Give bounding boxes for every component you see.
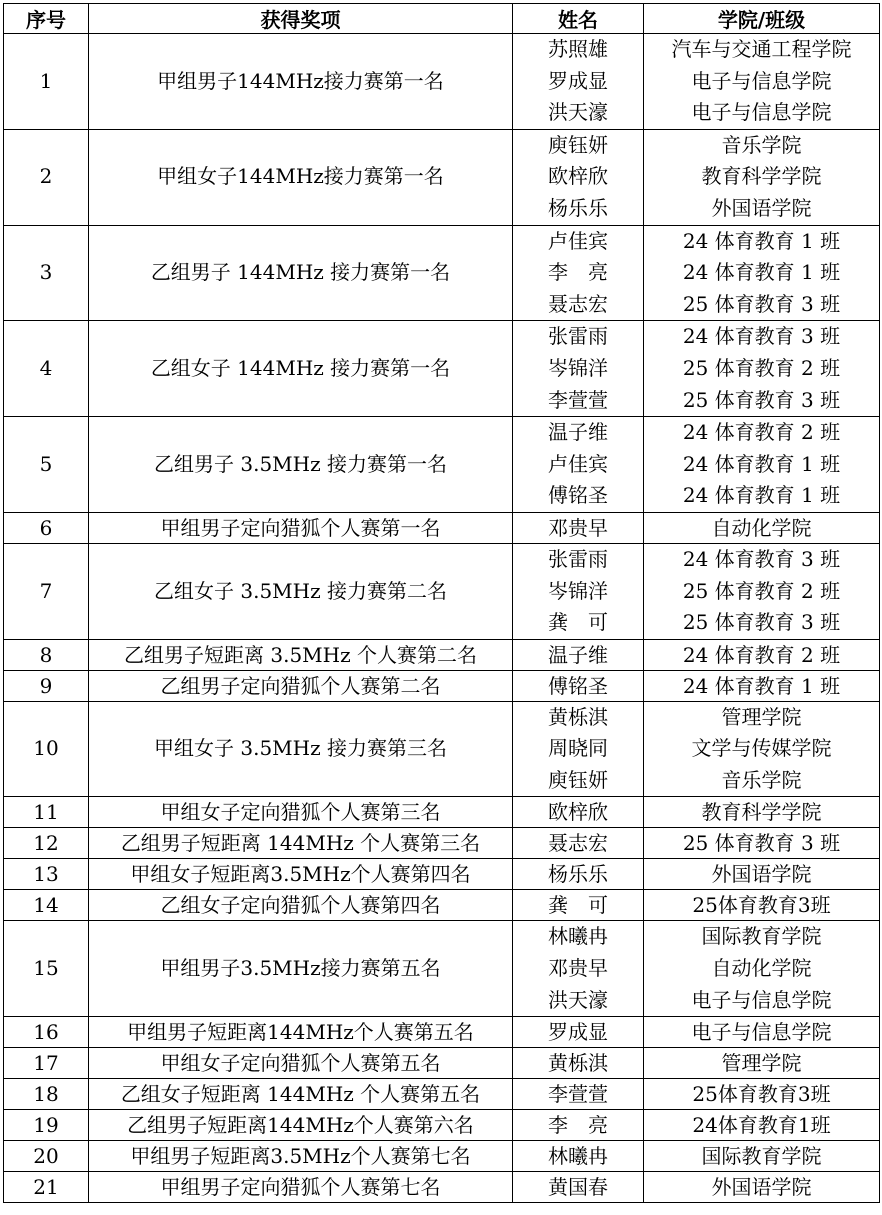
award-cell [89, 670, 513, 701]
names-cell [513, 859, 644, 890]
award-cell [89, 1172, 513, 1203]
colleges-cell [644, 1079, 880, 1110]
row-index [4, 512, 89, 543]
row-index-text: 12 [33, 831, 59, 856]
table-row [4, 34, 880, 130]
award-cell-text: 乙组男子短距离 144MHz 个人赛第三名 [120, 831, 481, 856]
award-cell-text: 乙组男子 144MHz 接力赛第一名 [150, 260, 451, 285]
student-name: 林曦冉 [548, 924, 608, 949]
award-cell-text: 乙组女子 144MHz 接力赛第一名 [150, 355, 451, 380]
table-row [4, 701, 880, 797]
college-class: 24 体育教育 1 班 [682, 673, 841, 698]
names-cell [513, 129, 644, 225]
award-cell-text: 甲组男子短距离3.5MHz个人赛第七名 [130, 1144, 471, 1169]
college-class: 教育科学学院 [701, 800, 822, 825]
student-name: 聂志宏 [548, 291, 608, 316]
header-row [4, 4, 880, 34]
college-class: 电子与信息学院 [691, 68, 832, 93]
table-row [4, 543, 880, 639]
row-index-text: 11 [33, 800, 59, 825]
colleges-cell [644, 890, 880, 921]
award-cell-text: 甲组男子定向猎狐个人赛第一名 [160, 515, 441, 540]
student-name: 李 亮 [548, 1113, 608, 1138]
student-name: 罗成显 [548, 68, 608, 93]
row-index [4, 1048, 89, 1079]
names-cell [513, 417, 644, 513]
college-class: 24 体育教育 3 班 [682, 546, 841, 571]
row-index-text: 2 [39, 164, 53, 189]
college-class: 国际教育学院 [701, 924, 822, 949]
award-cell [89, 512, 513, 543]
row-index-text: 19 [33, 1113, 59, 1138]
row-index [4, 1172, 89, 1203]
college-class: 音乐学院 [721, 767, 802, 792]
award-cell [89, 1048, 513, 1079]
student-name: 欧梓欣 [548, 164, 608, 189]
names-cell [513, 1048, 644, 1079]
colleges-cell [644, 1110, 880, 1141]
college-class: 24 体育教育 2 班 [682, 642, 841, 667]
row-index-text: 21 [33, 1175, 59, 1200]
award-cell [89, 321, 513, 417]
student-name: 罗成显 [548, 1020, 608, 1045]
row-index [4, 1110, 89, 1141]
college-class: 24 体育教育 1 班 [682, 483, 841, 508]
college-class: 25 体育教育 3 班 [682, 831, 841, 856]
row-index-text: 5 [39, 451, 53, 476]
award-cell-text: 甲组女子定向猎狐个人赛第五名 [160, 1051, 441, 1076]
header-award: 获得奖项 [89, 4, 513, 34]
table-body [4, 34, 880, 1203]
award-cell-text: 甲组女子定向猎狐个人赛第三名 [160, 800, 441, 825]
colleges-cell [644, 1172, 880, 1203]
table-row [4, 1172, 880, 1203]
row-index [4, 1079, 89, 1110]
names-cell [513, 797, 644, 828]
college-class: 电子与信息学院 [691, 100, 832, 125]
college-class: 教育科学学院 [701, 164, 822, 189]
student-name: 洪天濠 [548, 100, 608, 125]
row-index-text: 13 [33, 862, 59, 887]
row-index [4, 1017, 89, 1048]
award-cell-text: 乙组男子定向猎狐个人赛第二名 [160, 673, 441, 698]
college-class: 24 体育教育 1 班 [682, 260, 841, 285]
names-cell [513, 321, 644, 417]
names-cell [513, 543, 644, 639]
award-cell [89, 890, 513, 921]
row-index-text: 3 [39, 260, 53, 285]
row-index-text: 17 [33, 1051, 59, 1076]
college-class: 25 体育教育 2 班 [682, 578, 841, 603]
student-name: 黄栎淇 [548, 1051, 608, 1076]
row-index-text: 10 [33, 736, 59, 761]
colleges-cell [644, 1017, 880, 1048]
colleges-cell [644, 828, 880, 859]
college-class: 音乐学院 [721, 132, 802, 157]
row-index-text: 7 [39, 578, 53, 603]
college-class: 25 体育教育 3 班 [682, 610, 841, 635]
row-index [4, 1141, 89, 1172]
college-class: 外国语学院 [711, 862, 812, 887]
award-cell [89, 34, 513, 130]
names-cell [513, 34, 644, 130]
college-class: 自动化学院 [711, 956, 812, 981]
college-class: 24 体育教育 3 班 [682, 324, 841, 349]
row-index-text: 8 [39, 642, 53, 667]
college-class: 管理学院 [721, 1051, 802, 1076]
table-row [4, 1017, 880, 1048]
award-cell [89, 129, 513, 225]
award-cell-text: 甲组男子3.5MHz接力赛第五名 [160, 956, 441, 981]
colleges-cell [644, 859, 880, 890]
student-name: 龚 可 [548, 610, 608, 635]
student-name: 邓贵早 [548, 956, 608, 981]
row-index [4, 921, 89, 1017]
table-row [4, 1048, 880, 1079]
row-index [4, 639, 89, 670]
colleges-cell [644, 921, 880, 1017]
table-row [4, 1110, 880, 1141]
college-class: 文学与传媒学院 [691, 736, 832, 761]
student-name: 傅铭圣 [548, 483, 608, 508]
header-index: 序号 [4, 4, 89, 34]
award-cell-text: 乙组男子短距离 3.5MHz 个人赛第二名 [124, 642, 477, 667]
student-name: 李 亮 [548, 260, 608, 285]
row-index [4, 797, 89, 828]
names-cell [513, 921, 644, 1017]
award-cell-text: 甲组男子定向猎狐个人赛第七名 [160, 1175, 441, 1200]
table-row [4, 859, 880, 890]
award-cell-text: 乙组女子短距离 144MHz 个人赛第五名 [120, 1082, 481, 1107]
table-row [4, 797, 880, 828]
row-index [4, 543, 89, 639]
table-row [4, 890, 880, 921]
college-class: 汽车与交通工程学院 [671, 37, 852, 61]
student-name: 岑锦洋 [548, 578, 608, 603]
row-index-text: 20 [33, 1144, 59, 1169]
student-name: 岑锦洋 [548, 355, 608, 380]
colleges-cell [644, 129, 880, 225]
award-cell [89, 797, 513, 828]
names-cell [513, 1079, 644, 1110]
colleges-cell [644, 512, 880, 543]
row-index-text: 18 [33, 1082, 59, 1107]
table-row [4, 129, 880, 225]
college-class: 外国语学院 [711, 195, 812, 220]
college-class: 管理学院 [721, 704, 802, 729]
student-name: 卢佳宾 [548, 451, 608, 476]
student-name: 卢佳宾 [548, 228, 608, 253]
award-cell-text: 甲组女子 3.5MHz 接力赛第三名 [154, 736, 447, 761]
table-row [4, 1141, 880, 1172]
college-class: 25体育教育3班 [692, 1082, 831, 1107]
colleges-cell [644, 321, 880, 417]
award-cell-text: 乙组女子定向猎狐个人赛第四名 [160, 893, 441, 918]
row-index [4, 129, 89, 225]
colleges-cell [644, 1141, 880, 1172]
row-index [4, 225, 89, 321]
student-name: 庾钰妍 [548, 132, 608, 157]
award-cell [89, 543, 513, 639]
row-index [4, 670, 89, 701]
names-cell [513, 512, 644, 543]
names-cell [513, 1141, 644, 1172]
row-index [4, 828, 89, 859]
names-cell [513, 701, 644, 797]
award-cell [89, 1141, 513, 1172]
award-cell-text: 乙组男子 3.5MHz 接力赛第一名 [154, 451, 447, 476]
award-cell-text: 甲组女子短距离3.5MHz个人赛第四名 [130, 862, 471, 887]
colleges-cell [644, 1048, 880, 1079]
student-name: 苏照雄 [548, 37, 608, 61]
colleges-cell [644, 543, 880, 639]
names-cell [513, 1110, 644, 1141]
award-cell [89, 1017, 513, 1048]
student-name: 林曦冉 [548, 1144, 608, 1169]
awards-table [3, 3, 880, 1203]
student-name: 李萱萱 [548, 387, 608, 412]
college-class: 25体育教育3班 [692, 893, 831, 918]
college-class: 25 体育教育 3 班 [682, 387, 841, 412]
student-name: 聂志宏 [548, 831, 608, 856]
table-row [4, 512, 880, 543]
table-row [4, 639, 880, 670]
table-row [4, 417, 880, 513]
row-index-text: 6 [39, 515, 53, 540]
college-class: 25 体育教育 2 班 [682, 355, 841, 380]
names-cell [513, 639, 644, 670]
student-name: 洪天濠 [548, 987, 608, 1012]
college-class: 国际教育学院 [701, 1144, 822, 1169]
table-row [4, 921, 880, 1017]
names-cell [513, 828, 644, 859]
student-name: 龚 可 [548, 893, 608, 918]
college-class: 24 体育教育 1 班 [682, 228, 841, 253]
colleges-cell [644, 701, 880, 797]
row-index [4, 417, 89, 513]
college-class: 24 体育教育 1 班 [682, 451, 841, 476]
award-cell [89, 859, 513, 890]
award-cell [89, 417, 513, 513]
college-class: 电子与信息学院 [691, 987, 832, 1012]
student-name: 周晓同 [548, 736, 608, 761]
student-name: 欧梓欣 [548, 800, 608, 825]
row-index-text: 15 [33, 956, 59, 981]
row-index [4, 321, 89, 417]
names-cell [513, 890, 644, 921]
award-cell [89, 701, 513, 797]
colleges-cell [644, 225, 880, 321]
header-name: 姓名 [513, 4, 644, 34]
row-index-text: 1 [39, 68, 53, 93]
row-index-text: 4 [39, 355, 53, 380]
student-name: 张雷雨 [548, 324, 608, 349]
student-name: 杨乐乐 [548, 195, 608, 220]
award-cell [89, 828, 513, 859]
student-name: 李萱萱 [548, 1082, 608, 1107]
award-cell-text: 乙组男子短距离144MHz个人赛第六名 [127, 1113, 474, 1138]
award-cell [89, 1110, 513, 1141]
row-index-text: 16 [33, 1020, 59, 1045]
names-cell [513, 1017, 644, 1048]
student-name: 黄国春 [548, 1175, 608, 1200]
student-name: 邓贵早 [548, 515, 608, 540]
college-class: 24 体育教育 2 班 [682, 420, 841, 445]
header-college: 学院/班级 [644, 4, 880, 34]
row-index [4, 701, 89, 797]
college-class: 24体育教育1班 [692, 1113, 831, 1138]
student-name: 杨乐乐 [548, 862, 608, 887]
table-row [4, 1079, 880, 1110]
award-cell-text: 甲组女子144MHz接力赛第一名 [157, 164, 444, 189]
table-row [4, 225, 880, 321]
college-class: 自动化学院 [711, 515, 812, 540]
colleges-cell [644, 670, 880, 701]
college-class: 电子与信息学院 [691, 1020, 832, 1045]
colleges-cell [644, 797, 880, 828]
student-name: 张雷雨 [548, 546, 608, 571]
award-cell [89, 921, 513, 1017]
colleges-cell [644, 639, 880, 670]
names-cell [513, 225, 644, 321]
row-index-text: 9 [39, 673, 53, 698]
table-row [4, 670, 880, 701]
names-cell [513, 1172, 644, 1203]
award-cell-text: 甲组男子短距离144MHz个人赛第五名 [127, 1020, 474, 1045]
award-cell-text: 乙组女子 3.5MHz 接力赛第二名 [154, 578, 447, 603]
student-name: 黄栎淇 [548, 704, 608, 729]
award-cell-text: 甲组男子144MHz接力赛第一名 [157, 68, 444, 93]
student-name: 庾钰妍 [548, 767, 608, 792]
row-index [4, 34, 89, 130]
student-name: 傅铭圣 [548, 673, 608, 698]
row-index [4, 890, 89, 921]
colleges-cell [644, 417, 880, 513]
college-class: 外国语学院 [711, 1175, 812, 1200]
row-index-text: 14 [33, 893, 59, 918]
award-cell [89, 225, 513, 321]
award-cell [89, 639, 513, 670]
college-class: 25 体育教育 3 班 [682, 291, 841, 316]
table-row [4, 828, 880, 859]
award-cell [89, 1079, 513, 1110]
row-index [4, 859, 89, 890]
colleges-cell [644, 34, 880, 130]
table-row [4, 321, 880, 417]
student-name: 温子维 [548, 642, 608, 667]
names-cell [513, 670, 644, 701]
student-name: 温子维 [548, 420, 608, 445]
